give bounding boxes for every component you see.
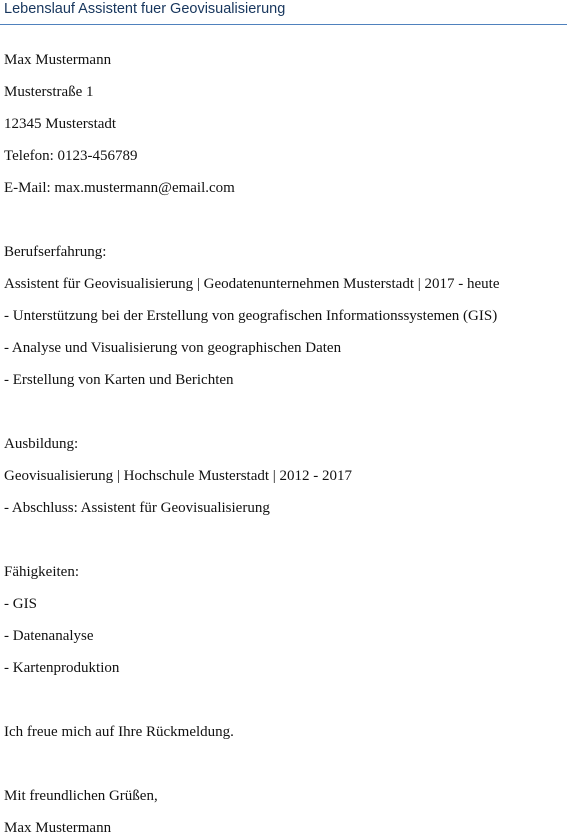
contact-street: Musterstraße 1 (4, 84, 94, 100)
closing-message: Ich freue mich auf Ihre Rückmeldung. (4, 724, 234, 740)
experience-position: Assistent für Geovisualisierung | Geodatenunternehmen Musterstadt | 2017 - heute (4, 276, 500, 292)
contact-email: E-Mail: max.mustermann@email.com (4, 180, 235, 196)
education-entry: Geovisualisierung | Hochschule Musterstadt | 2012 - 2017 (4, 468, 353, 484)
education-item: - Abschluss: Assistent für Geovisualisierung (4, 500, 270, 516)
closing-greeting: Mit freundlichen Grüßen, (4, 788, 158, 804)
contact-city: 12345 Musterstadt (4, 116, 117, 132)
closing-signature: Max Mustermann (4, 820, 112, 836)
experience-heading: Berufserfahrung: (4, 244, 107, 260)
contact-name: Max Mustermann (4, 52, 112, 68)
experience-item: - Erstellung von Karten und Berichten (4, 372, 234, 388)
document-title: Lebenslauf Assistent fuer Geovisualisierung (4, 1, 286, 17)
skills-item: - GIS (4, 596, 37, 612)
skills-item: - Datenanalyse (4, 628, 94, 644)
education-heading: Ausbildung: (4, 436, 79, 452)
skills-heading: Fähigkeiten: (4, 564, 79, 580)
experience-item: - Analyse und Visualisierung von geographischen Daten (4, 340, 342, 356)
experience-item: - Unterstützung bei der Erstellung von geografischen Informationssystemen (GIS) (4, 308, 498, 324)
skills-item: - Kartenproduktion (4, 660, 120, 676)
page-header (0, 0, 567, 25)
contact-phone: Telefon: 0123-456789 (4, 148, 138, 164)
